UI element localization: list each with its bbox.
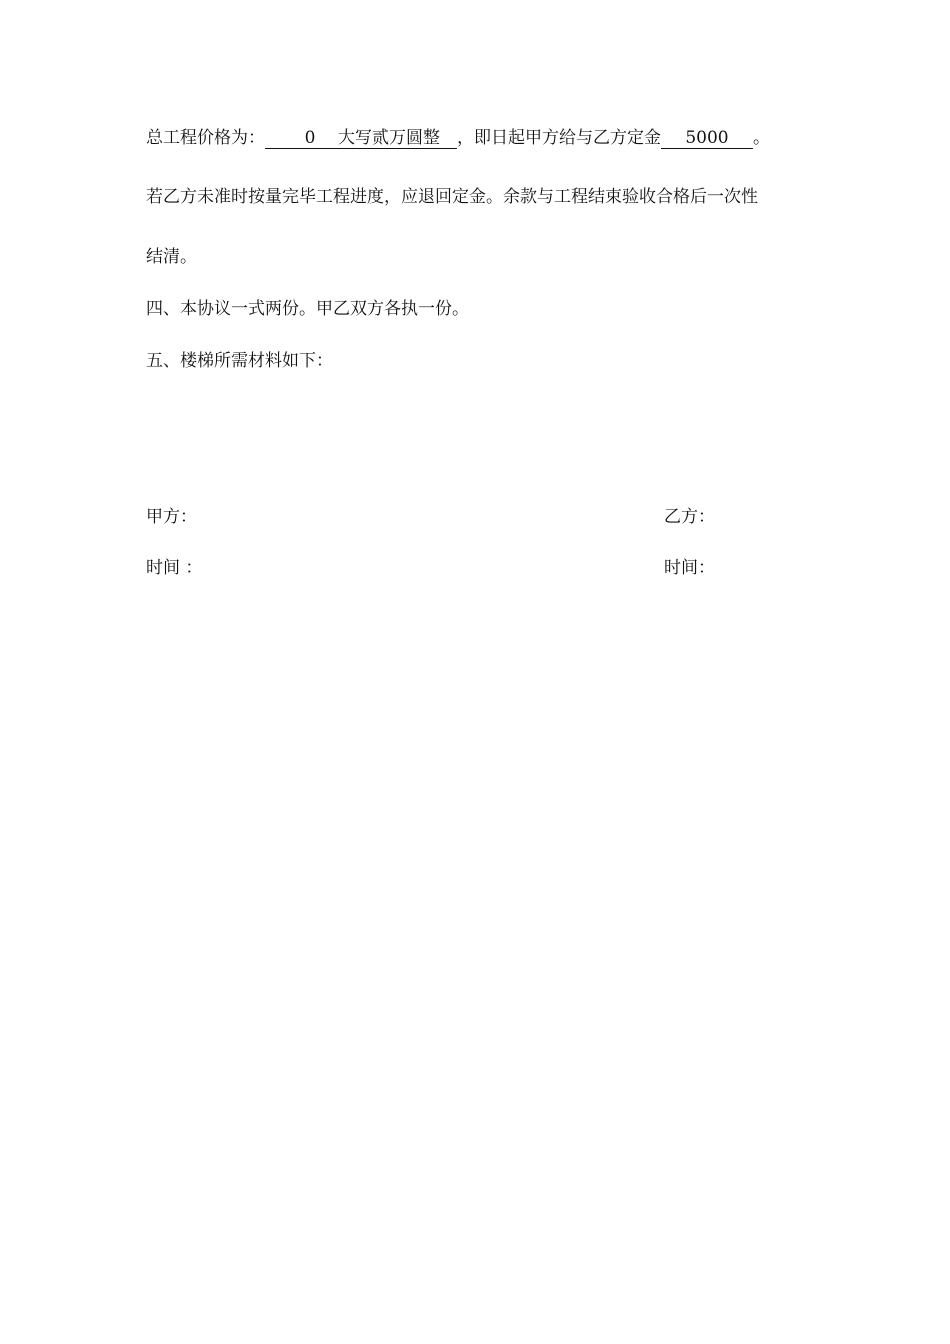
price-clause <box>146 127 770 149</box>
party-b-time-label: 时间： <box>664 558 715 578</box>
price-suffix: 。 <box>753 128 770 148</box>
refund-clause-line-2: 结清。 <box>146 247 197 267</box>
deposit-amount-blank <box>661 128 753 149</box>
clause-five: 五、楼梯所需材料如下： <box>146 351 333 371</box>
refund-clause-line-1: 若乙方未准时按量完毕工程进度，应退回定金。余款与工程结束验收合格后一次性 <box>146 187 758 207</box>
price-middle-text: ，即日起甲方给与乙方定金 <box>457 128 661 148</box>
party-a-time-label: 时间 ： <box>146 558 203 578</box>
price-amount-blank <box>265 128 457 149</box>
deposit-amount: 5000 <box>685 128 729 148</box>
party-b-label: 乙方： <box>664 507 715 527</box>
price-amount-words: 大写贰万圆整 <box>338 128 440 148</box>
price-prefix: 总工程价格为： <box>146 128 265 148</box>
clause-four: 四、本协议一式两份。甲乙双方各执一份。 <box>146 299 469 319</box>
party-a-label: 甲方： <box>146 507 197 527</box>
price-amount-number: 0 <box>304 128 316 148</box>
